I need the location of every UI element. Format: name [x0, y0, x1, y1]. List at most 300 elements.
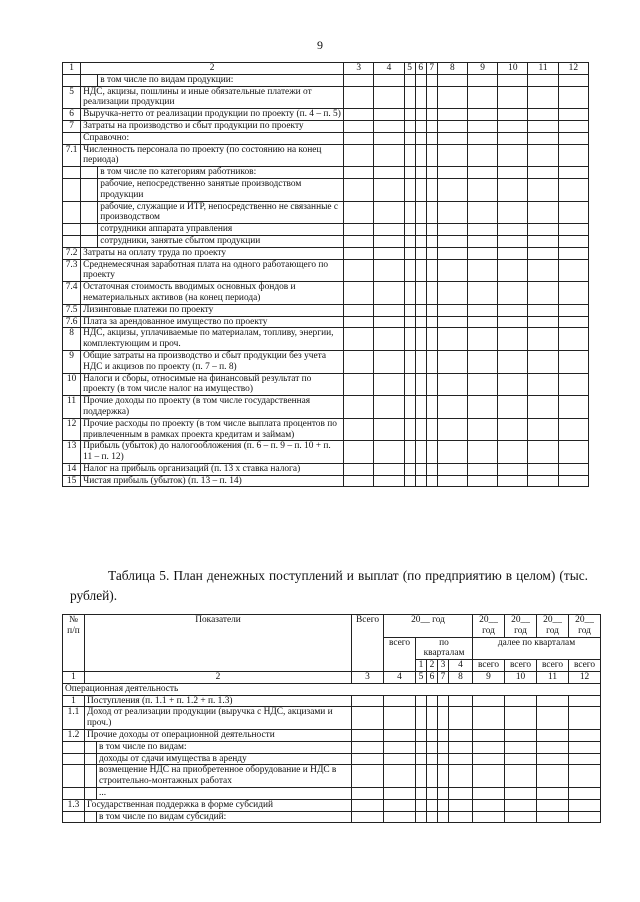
value-cell [528, 224, 558, 236]
value-cell [449, 753, 473, 765]
value-cell [528, 282, 558, 305]
row-label: Выручка-нетто от реализации продукции по проекту (п. 4 – п. 5) [81, 109, 344, 121]
value-cell [558, 247, 588, 259]
value-cell [404, 373, 415, 396]
value-cell [468, 132, 498, 144]
column-number: 1 [63, 63, 81, 75]
value-cell [404, 120, 415, 132]
value-cell [498, 328, 528, 351]
value-cell [426, 396, 437, 419]
value-cell [344, 201, 374, 224]
value-cell [558, 74, 588, 86]
value-cell [426, 201, 437, 224]
column-number: 12 [569, 671, 601, 683]
row-number [63, 74, 81, 86]
row-number [63, 224, 81, 236]
table-row [63, 787, 601, 799]
row-number [63, 787, 85, 799]
table-row [63, 224, 589, 236]
value-cell [437, 304, 467, 316]
value-cell [344, 373, 374, 396]
value-cell [426, 304, 437, 316]
row-number [63, 753, 85, 765]
value-cell [415, 167, 426, 179]
table-row [63, 475, 589, 487]
value-cell [404, 475, 415, 487]
indent-cell [85, 811, 97, 823]
value-cell [498, 109, 528, 121]
value-cell [426, 74, 437, 86]
value-cell [558, 235, 588, 247]
value-cell [415, 350, 426, 373]
value-cell [437, 201, 467, 224]
indent-cell [81, 178, 98, 201]
value-cell [537, 765, 569, 788]
value-cell [498, 304, 528, 316]
value-cell [437, 235, 467, 247]
row-number: 7.1 [63, 144, 81, 167]
value-cell [505, 707, 537, 730]
value-cell [468, 259, 498, 282]
value-cell [569, 729, 601, 741]
table-row [63, 707, 601, 730]
value-cell [528, 350, 558, 373]
value-cell [528, 201, 558, 224]
value-cell [426, 120, 437, 132]
column-number: 4 [374, 63, 404, 75]
value-cell [384, 695, 416, 707]
value-cell [426, 350, 437, 373]
value-cell [374, 224, 404, 236]
value-cell [528, 235, 558, 247]
row-label: в том числе по категориям работников: [98, 167, 344, 179]
value-cell [498, 144, 528, 167]
table-row [63, 132, 589, 144]
indent-cell [81, 224, 98, 236]
row-number [63, 201, 81, 224]
value-cell [416, 799, 427, 811]
value-cell [437, 167, 467, 179]
row-label: Прочие доходы по проекту (в том числе государственная поддержка) [81, 396, 344, 419]
indent-cell [85, 787, 97, 799]
value-cell [426, 235, 437, 247]
value-cell [426, 259, 437, 282]
row-label: Общие затраты на производство и сбыт продукции без учета НДС и акцизов по проекту (п. 7 – п. 8) [81, 350, 344, 373]
value-cell [558, 282, 588, 305]
value-cell [415, 475, 426, 487]
value-cell [415, 109, 426, 121]
row-number: 7.2 [63, 247, 81, 259]
value-cell [505, 765, 537, 788]
value-cell [415, 441, 426, 464]
value-cell [415, 396, 426, 419]
value-cell [344, 463, 374, 475]
value-cell [558, 144, 588, 167]
value-cell [384, 811, 416, 823]
value-cell [449, 707, 473, 730]
column-number: 10 [505, 671, 537, 683]
value-cell [498, 259, 528, 282]
value-cell [374, 247, 404, 259]
value-cell [473, 741, 505, 753]
table-4-continuation [62, 62, 589, 487]
table-row [63, 328, 589, 351]
value-cell [468, 441, 498, 464]
value-cell [558, 201, 588, 224]
value-cell [438, 811, 449, 823]
value-cell [449, 741, 473, 753]
value-cell [416, 753, 427, 765]
value-cell [498, 178, 528, 201]
column-number: 5 [404, 63, 415, 75]
section-row [63, 683, 601, 695]
column-number: 7 [426, 63, 437, 75]
value-cell [415, 328, 426, 351]
table5-header-row-1 [63, 615, 601, 638]
column-number: 9 [468, 63, 498, 75]
value-cell [537, 799, 569, 811]
table-row [63, 86, 589, 109]
table-row [63, 144, 589, 167]
value-cell [415, 74, 426, 86]
value-cell [374, 120, 404, 132]
value-cell [374, 350, 404, 373]
value-cell [558, 418, 588, 441]
value-cell [426, 373, 437, 396]
value-cell [427, 753, 438, 765]
row-number: 1 [63, 695, 85, 707]
value-cell [569, 741, 601, 753]
value-cell [374, 259, 404, 282]
table-row [63, 167, 589, 179]
header-quarter: 4 [449, 660, 473, 672]
value-cell [384, 729, 416, 741]
value-cell [558, 475, 588, 487]
table-row [63, 463, 589, 475]
value-cell [468, 86, 498, 109]
row-label: рабочие, служащие и ИТР, непосредственно не связанные с производством [98, 201, 344, 224]
value-cell [404, 132, 415, 144]
value-cell [416, 729, 427, 741]
value-cell [344, 132, 374, 144]
value-cell [558, 167, 588, 179]
value-cell [374, 463, 404, 475]
table-row [63, 373, 589, 396]
value-cell [569, 787, 601, 799]
header-quarter: 2 [427, 660, 438, 672]
column-number: 6 [415, 63, 426, 75]
value-cell [569, 753, 601, 765]
row-number: 7.3 [63, 259, 81, 282]
value-cell [344, 441, 374, 464]
value-cell [505, 753, 537, 765]
value-cell [426, 282, 437, 305]
value-cell [415, 86, 426, 109]
value-cell [437, 109, 467, 121]
row-number: 10 [63, 373, 81, 396]
value-cell [344, 316, 374, 328]
row-number: 7 [63, 120, 81, 132]
value-cell [416, 695, 427, 707]
value-cell [426, 475, 437, 487]
value-cell [528, 463, 558, 475]
value-cell [416, 765, 427, 788]
row-number: 14 [63, 463, 81, 475]
row-number: 1.3 [63, 799, 85, 811]
value-cell [468, 201, 498, 224]
value-cell [427, 707, 438, 730]
row-label: Прочие расходы по проекту (в том числе выплата процентов по привлеченным в рамках проекта кредитам и займам) [81, 418, 344, 441]
value-cell [344, 475, 374, 487]
value-cell [558, 120, 588, 132]
indent-cell [81, 167, 98, 179]
row-number [63, 235, 81, 247]
value-cell [415, 144, 426, 167]
table-row [63, 441, 589, 464]
value-cell [498, 475, 528, 487]
value-cell [427, 787, 438, 799]
indent-cell [85, 753, 97, 765]
row-number: 11 [63, 396, 81, 419]
row-label: Чистая прибыль (убыток) (п. 13 – п. 14) [81, 475, 344, 487]
value-cell [344, 224, 374, 236]
value-cell [437, 178, 467, 201]
value-cell [528, 144, 558, 167]
row-label: Среднемесячная заработная плата на одного работающего по проекту [81, 259, 344, 282]
row-label: Налоги и сборы, относимые на финансовый результат по проекту (в том числе налог на имущество) [81, 373, 344, 396]
table-row [63, 120, 589, 132]
value-cell [558, 373, 588, 396]
row-label: Затраты на производство и сбыт продукции по проекту [81, 120, 344, 132]
value-cell [468, 396, 498, 419]
table-row [63, 74, 589, 86]
row-label: ... [97, 787, 352, 799]
table-row [63, 396, 589, 419]
value-cell [558, 86, 588, 109]
header-quarter: 3 [438, 660, 449, 672]
value-cell [427, 695, 438, 707]
row-number: 1.1 [63, 707, 85, 730]
value-cell [426, 463, 437, 475]
row-label: НДС, акцизы, пошлины и иные обязательные платежи от реализации продукции [81, 86, 344, 109]
value-cell [344, 144, 374, 167]
value-cell [374, 167, 404, 179]
row-label: Налог на прибыль организаций (п. 13 х ставка налога) [81, 463, 344, 475]
value-cell [468, 350, 498, 373]
header-num: № п/п [63, 615, 85, 672]
value-cell [415, 201, 426, 224]
value-cell [528, 109, 558, 121]
value-cell [449, 787, 473, 799]
indent-cell [85, 765, 97, 788]
value-cell [437, 120, 467, 132]
value-cell [374, 441, 404, 464]
value-cell [426, 167, 437, 179]
value-cell [416, 787, 427, 799]
value-cell [558, 396, 588, 419]
value-cell [468, 178, 498, 201]
row-label: сотрудники, занятые сбытом продукции [98, 235, 344, 247]
value-cell [528, 86, 558, 109]
value-cell [468, 74, 498, 86]
value-cell [498, 418, 528, 441]
value-cell [344, 304, 374, 316]
row-number [63, 132, 81, 144]
indent-cell [81, 201, 98, 224]
value-cell [498, 441, 528, 464]
value-cell [498, 316, 528, 328]
value-cell [426, 144, 437, 167]
row-label: Остаточная стоимость вводимых основных фондов и нематериальных активов (на конец периода) [81, 282, 344, 305]
row-number: 8 [63, 328, 81, 351]
value-cell [449, 811, 473, 823]
value-cell [498, 373, 528, 396]
value-cell [558, 463, 588, 475]
table-row [63, 729, 601, 741]
row-label: в том числе по видам: [97, 741, 352, 753]
value-cell [344, 350, 374, 373]
value-cell [569, 695, 601, 707]
header-further-quarters: далее по кварталам [473, 637, 601, 660]
value-cell [404, 441, 415, 464]
table-row [63, 765, 601, 788]
value-cell [415, 178, 426, 201]
value-cell [438, 707, 449, 730]
value-cell [558, 304, 588, 316]
value-cell [404, 178, 415, 201]
column-number: 8 [449, 671, 473, 683]
value-cell [498, 463, 528, 475]
value-cell [438, 799, 449, 811]
value-cell [468, 144, 498, 167]
column-number: 3 [344, 63, 374, 75]
value-cell [498, 396, 528, 419]
value-cell [384, 741, 416, 753]
value-cell [437, 418, 467, 441]
header-quarter: 1 [416, 660, 427, 672]
value-cell [384, 707, 416, 730]
value-cell [427, 741, 438, 753]
table-row [63, 695, 601, 707]
column-number: 8 [437, 63, 467, 75]
value-cell [437, 396, 467, 419]
value-cell [468, 475, 498, 487]
table-5 [62, 614, 601, 823]
value-cell [437, 316, 467, 328]
value-cell [426, 86, 437, 109]
value-cell [404, 201, 415, 224]
table-row [63, 201, 589, 224]
table-row [63, 259, 589, 282]
value-cell [352, 695, 384, 707]
value-cell [374, 396, 404, 419]
value-cell [344, 282, 374, 305]
value-cell [468, 418, 498, 441]
value-cell [352, 707, 384, 730]
value-cell [374, 201, 404, 224]
row-label: Прочие доходы от операционной деятельности [85, 729, 352, 741]
value-cell [352, 765, 384, 788]
value-cell [415, 373, 426, 396]
value-cell [468, 167, 498, 179]
table-row [63, 316, 589, 328]
row-label: Поступления (п. 1.1 + п. 1.2 + п. 1.3) [85, 695, 352, 707]
value-cell [374, 178, 404, 201]
row-number: 7.4 [63, 282, 81, 305]
row-number: 5 [63, 86, 81, 109]
row-label: доходы от сдачи имущества в аренду [97, 753, 352, 765]
value-cell [374, 328, 404, 351]
value-cell [344, 109, 374, 121]
value-cell [537, 741, 569, 753]
row-number: 13 [63, 441, 81, 464]
value-cell [528, 475, 558, 487]
table-row [63, 741, 601, 753]
value-cell [426, 247, 437, 259]
value-cell [344, 396, 374, 419]
value-cell [416, 741, 427, 753]
table4-column-numbers [63, 63, 589, 75]
value-cell [437, 441, 467, 464]
value-cell [473, 753, 505, 765]
column-number: 5 [416, 671, 427, 683]
value-cell [505, 741, 537, 753]
value-cell [344, 120, 374, 132]
value-cell [438, 753, 449, 765]
value-cell [528, 259, 558, 282]
value-cell [427, 765, 438, 788]
value-cell [528, 441, 558, 464]
column-number: 9 [473, 671, 505, 683]
value-cell [498, 167, 528, 179]
row-number [63, 741, 85, 753]
indent-cell [85, 741, 97, 753]
value-cell [416, 811, 427, 823]
value-cell [537, 707, 569, 730]
value-cell [404, 350, 415, 373]
table-row [63, 235, 589, 247]
row-label: Затраты на оплату труда по проекту [81, 247, 344, 259]
value-cell [404, 144, 415, 167]
value-cell [374, 418, 404, 441]
value-cell [537, 729, 569, 741]
value-cell [344, 235, 374, 247]
value-cell [528, 178, 558, 201]
row-label: в том числе по видам продукции: [98, 74, 344, 86]
header-indicators: Показатели [85, 615, 352, 672]
value-cell [437, 74, 467, 86]
value-cell [473, 695, 505, 707]
value-cell [569, 765, 601, 788]
value-cell [498, 132, 528, 144]
value-cell [374, 132, 404, 144]
value-cell [344, 328, 374, 351]
row-label: Лизинговые платежи по проекту [81, 304, 344, 316]
row-number: 15 [63, 475, 81, 487]
table-row [63, 178, 589, 201]
value-cell [528, 328, 558, 351]
column-number: 11 [537, 671, 569, 683]
value-cell [415, 235, 426, 247]
value-cell [404, 259, 415, 282]
header-vsego: всего [537, 660, 569, 672]
row-number: 7.5 [63, 304, 81, 316]
indent-cell [81, 235, 98, 247]
value-cell [473, 729, 505, 741]
value-cell [437, 373, 467, 396]
value-cell [437, 259, 467, 282]
value-cell [558, 132, 588, 144]
